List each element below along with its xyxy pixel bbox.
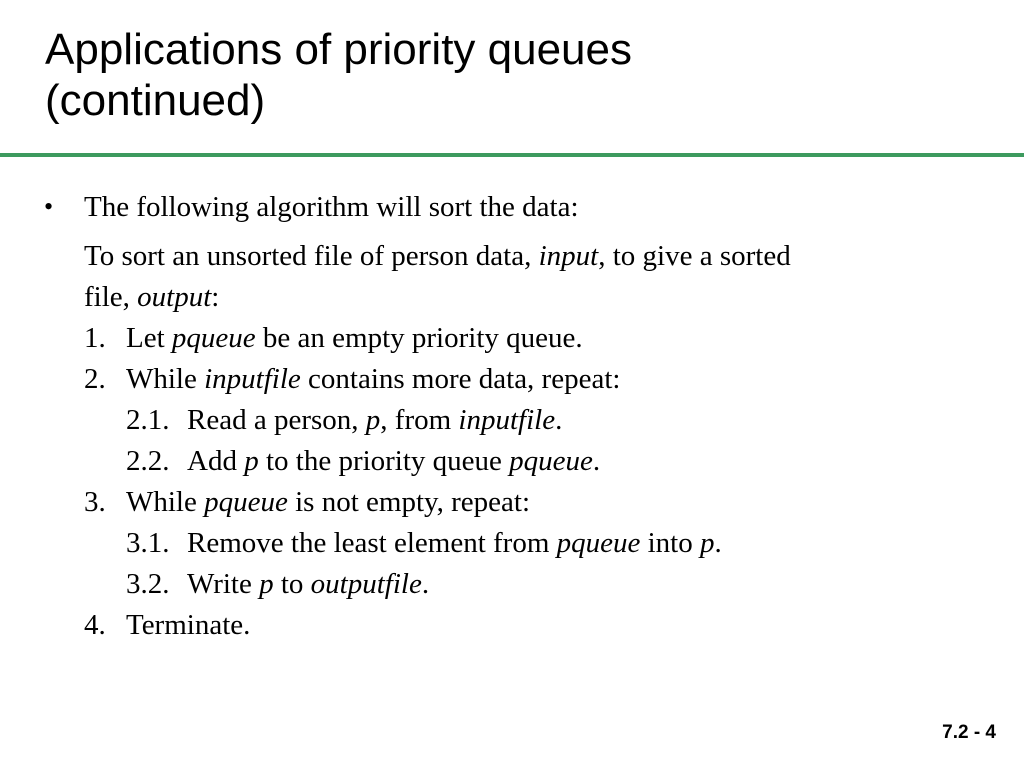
bullet-marker: • [44,192,54,221]
intro-line-2: file, output: [84,281,220,313]
step-1-number: 1. [84,322,106,354]
step-3-1-text: Remove the least element from pqueue into p. [187,527,722,559]
step-3-2-text: Write p to outputfile. [187,568,430,600]
bullet-text: The following algorithm will sort the data: [84,191,579,223]
step-2-2-number: 2.2. [126,445,170,477]
step-3-1-number: 3.1. [126,527,170,559]
step-4-text: Terminate. [126,609,251,641]
step-2-number: 2. [84,363,106,395]
page-number: 7.2 - 4 [942,722,996,743]
intro-line-1: To sort an unsorted file of person data, input, to give a sorted [84,240,791,272]
title-line-1: Applications of priority queues [45,25,632,74]
output-term: output [137,281,212,313]
title-line-2: (continued) [45,76,266,125]
step-3-number: 3. [84,486,106,518]
step-2-2-text: Add p to the priority queue pqueue. [187,445,601,477]
step-3-2-number: 3.2. [126,568,170,600]
step-2-1-number: 2.1. [126,404,170,436]
step-3-text: While pqueue is not empty, repeat: [126,486,530,518]
slide-title [45,24,1005,126]
input-term: input [538,240,599,272]
step-2-1-text: Read a person, p, from inputfile. [187,404,563,436]
title-divider [0,153,1024,157]
step-4-number: 4. [84,609,106,641]
step-1-text: Let pqueue be an empty priority queue. [126,322,583,354]
step-2-text: While inputfile contains more data, repeat: [126,363,621,395]
